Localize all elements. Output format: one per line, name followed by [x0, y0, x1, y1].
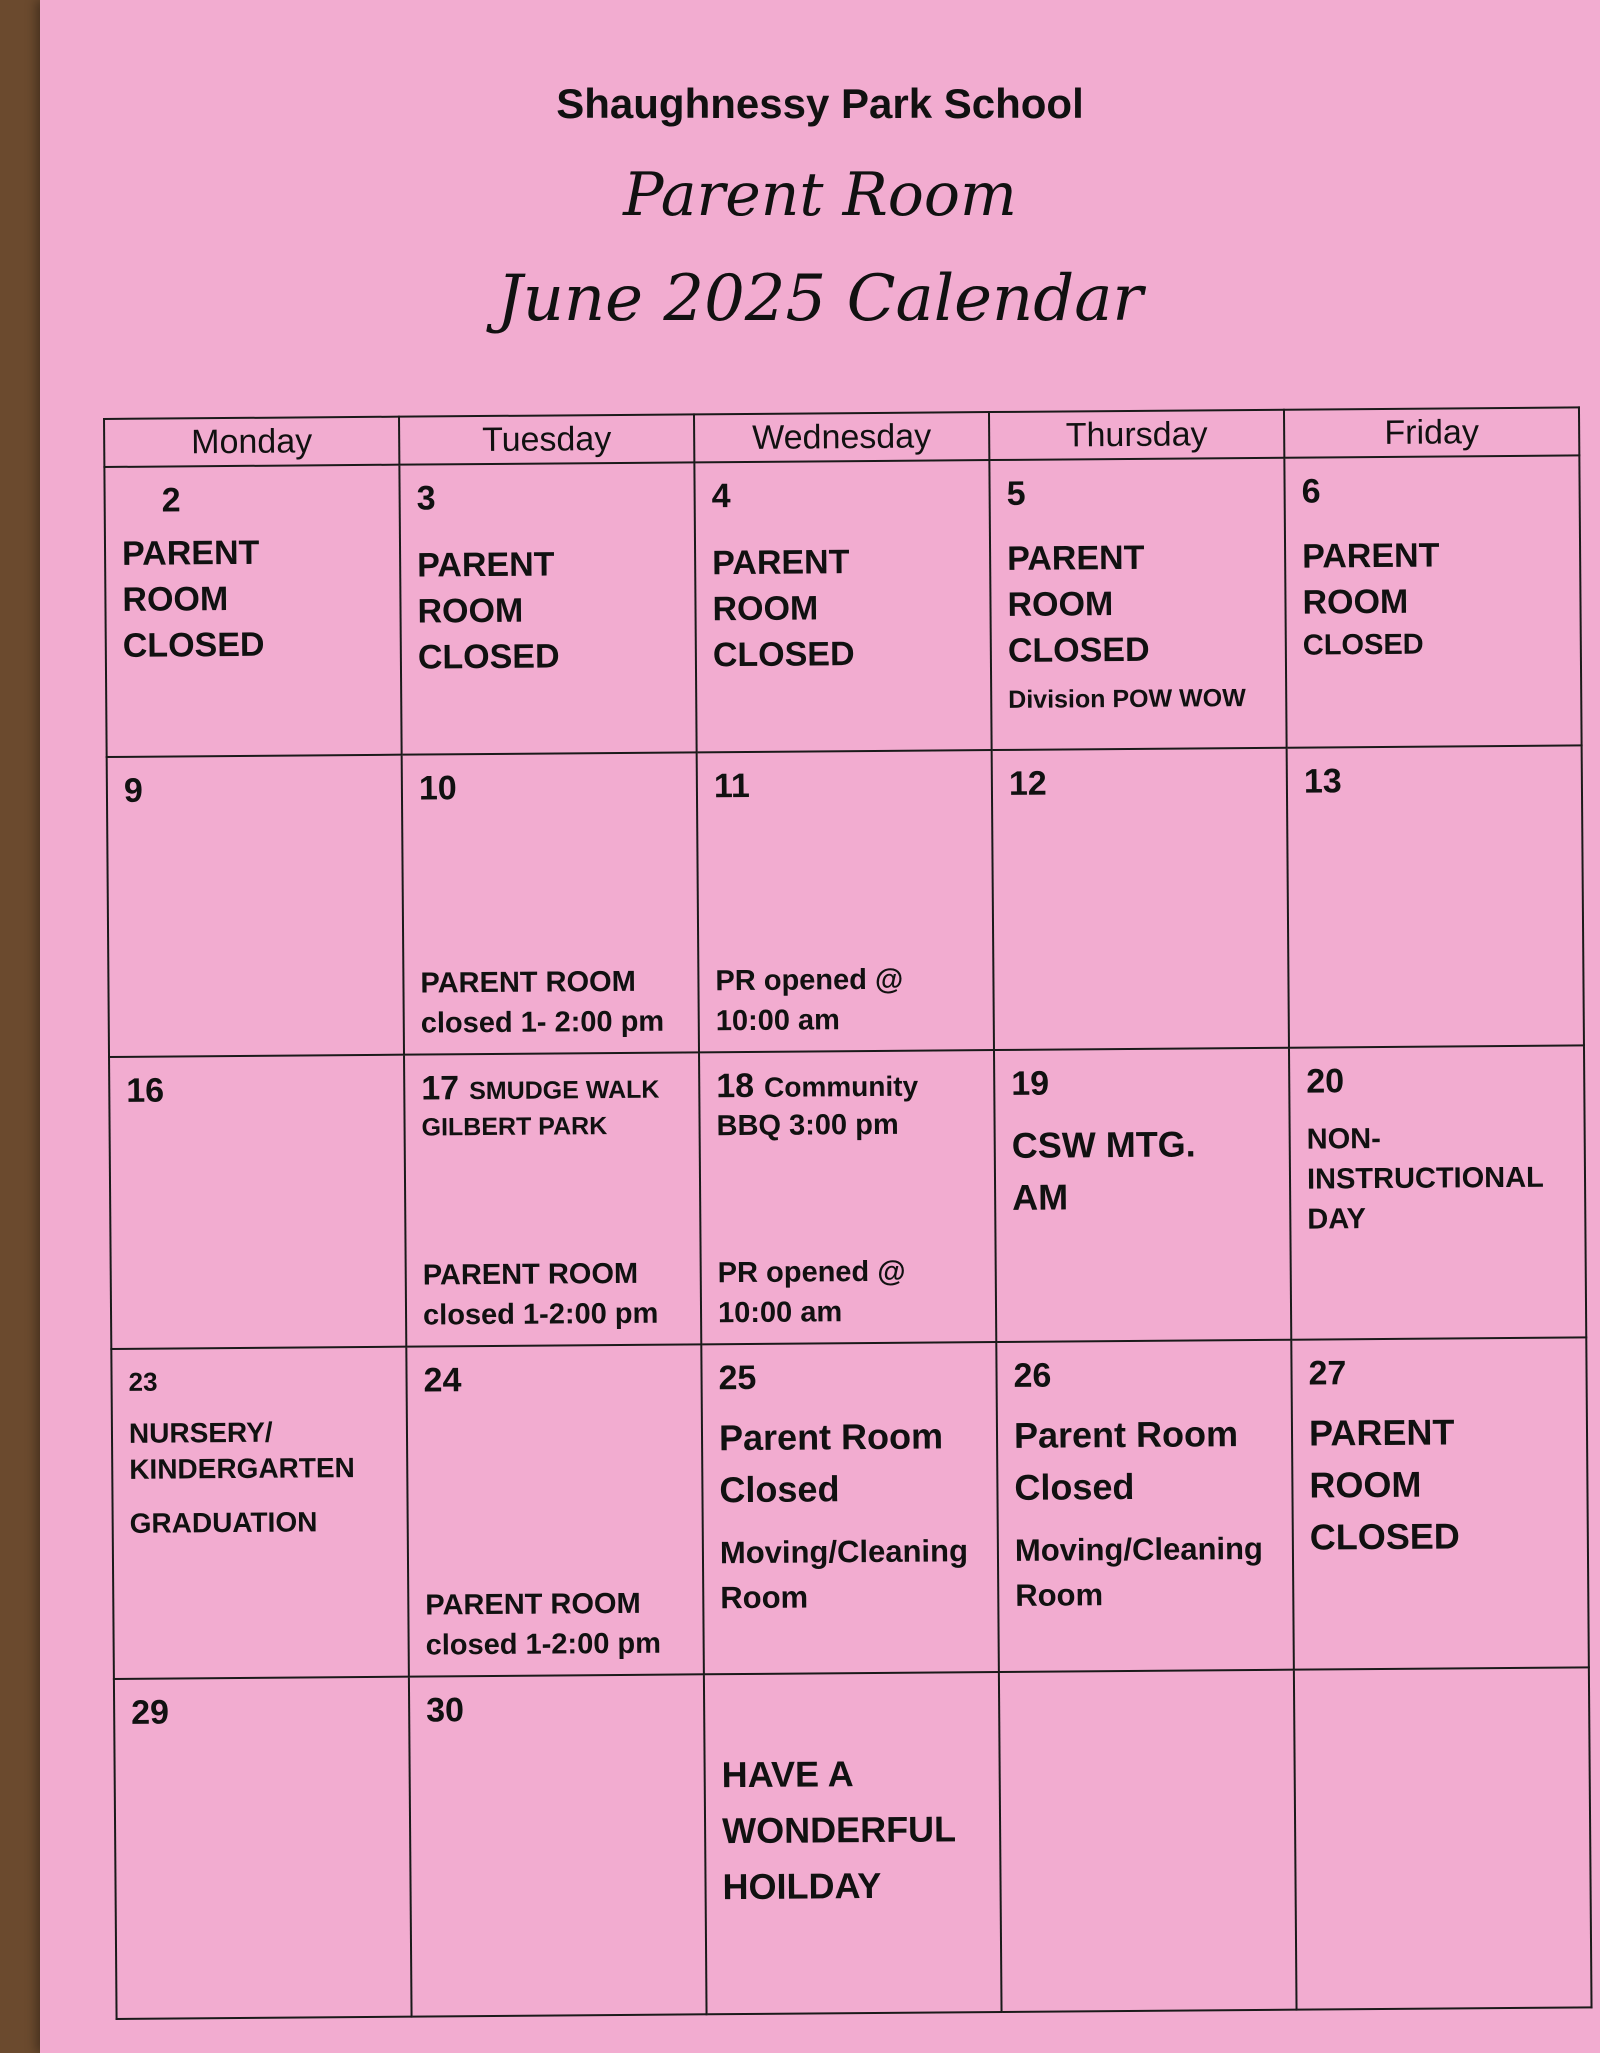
day-cell-10: [402, 752, 699, 1054]
event-line: Community: [763, 1070, 919, 1103]
event-line: Room: [720, 1579, 809, 1616]
day-cell-6: [1284, 455, 1581, 747]
day-number: 24: [423, 1361, 462, 1400]
event-line: CLOSED: [417, 637, 560, 677]
event-line: CLOSED: [1007, 630, 1150, 670]
event-line: closed 1-2:00 pm: [425, 1627, 662, 1662]
day-cell-17: [404, 1052, 701, 1346]
event-line: SMUDGE WALK: [469, 1075, 660, 1106]
day-cell-25: [701, 1342, 999, 1674]
day-number: 26: [1013, 1356, 1052, 1395]
event-line: CLOSED: [122, 625, 265, 665]
event-line: ROOM: [1309, 1463, 1422, 1506]
event-line: Parent Room: [718, 1415, 944, 1459]
day-cell-13: [1287, 745, 1584, 1047]
calendar-grid: [103, 406, 1593, 2020]
day-number: 23: [128, 1366, 158, 1397]
day-cell-19: [994, 1048, 1291, 1342]
event-line: CLOSED: [1309, 1515, 1460, 1558]
day-number: 6: [1301, 472, 1321, 511]
day-cell-4: [694, 460, 991, 752]
event-line: Moving/Cleaning: [1014, 1530, 1264, 1568]
school-name: Shaughnessy Park School: [556, 80, 1084, 127]
event-line: NURSERY/: [128, 1416, 273, 1449]
event-line: CLOSED: [1302, 628, 1424, 662]
day-cell-23: [111, 1347, 409, 1679]
event-line: CSW MTG.: [1011, 1123, 1196, 1166]
day-number: 3: [416, 479, 436, 518]
event-line: ROOM: [417, 591, 524, 631]
day-number: 19: [1011, 1064, 1050, 1103]
holiday-cell: [704, 1672, 1002, 2014]
event-note: Division POW WOW: [1008, 684, 1246, 714]
day-number: 17: [421, 1069, 460, 1108]
event-line: closed 1- 2:00 pm: [420, 1005, 665, 1040]
week-row-3: [109, 1045, 1586, 1349]
event-line: ROOM: [712, 589, 819, 629]
event-line: CLOSED: [712, 635, 855, 675]
day-number: 13: [1303, 762, 1342, 801]
day-cell-5: [989, 458, 1286, 750]
event-line: NON-: [1306, 1122, 1381, 1156]
day-number: 11: [713, 766, 751, 806]
event-line: BBQ 3:00 pm: [716, 1108, 899, 1143]
event-line: closed 1-2:00 pm: [422, 1297, 659, 1332]
day-cell-29: [114, 1677, 412, 2019]
event-line: 10:00 am: [717, 1296, 843, 1330]
event-line: Moving/Cleaning: [719, 1533, 969, 1571]
event-line: Room: [1015, 1577, 1104, 1613]
day-number: 9: [123, 771, 143, 810]
empty-cell: [999, 1670, 1297, 2012]
day-cell-16: [109, 1055, 406, 1349]
event-line: Closed: [719, 1468, 840, 1511]
weekday-monday: Monday: [104, 417, 399, 467]
day-number: 29: [131, 1693, 170, 1732]
day-cell-18: [699, 1050, 996, 1344]
day-cell-26: [996, 1340, 1294, 1672]
day-number: 27: [1308, 1354, 1347, 1393]
event-line: PARENT ROOM: [422, 1257, 639, 1292]
day-cell-9: [107, 755, 404, 1057]
day-number: 12: [1008, 764, 1047, 803]
day-cell-3: [399, 462, 696, 754]
event-line: PARENT: [1308, 1411, 1455, 1454]
day-number: 30: [426, 1691, 465, 1730]
event-line: GILBERT PARK: [421, 1112, 608, 1142]
holiday-line: HAVE A: [721, 1753, 854, 1796]
weekday-tuesday: Tuesday: [399, 414, 694, 464]
event-line: ROOM: [122, 580, 229, 619]
event-line: PARENT ROOM: [425, 1587, 641, 1622]
event-line: INSTRUCTIONAL: [1306, 1161, 1544, 1196]
day-number: 10: [418, 769, 457, 808]
week-row-1: [104, 455, 1581, 757]
event-line: PR opened @: [715, 963, 904, 998]
week-row-2: [107, 745, 1584, 1057]
weekday-friday: Friday: [1284, 407, 1579, 457]
day-cell-11: [697, 750, 994, 1052]
day-cell-2: [104, 465, 401, 757]
day-number: 5: [1006, 474, 1026, 513]
event-line: PARENT: [1301, 536, 1440, 576]
event-line: DAY: [1307, 1203, 1367, 1236]
event-line: PR opened @: [717, 1255, 906, 1290]
day-cell-24: [406, 1344, 704, 1676]
calendar-sheet: [40, 0, 1600, 2053]
day-number: 4: [711, 477, 731, 516]
event-line: PARENT: [121, 533, 260, 573]
event-line: 10:00 am: [715, 1004, 841, 1038]
event-line: KINDERGARTEN: [129, 1452, 355, 1485]
day-number: 20: [1306, 1062, 1345, 1101]
empty-cell: [1294, 1667, 1592, 2009]
day-cell-20: [1289, 1045, 1586, 1339]
event-line: PARENT ROOM: [420, 965, 636, 1000]
weekday-thursday: Thursday: [989, 410, 1284, 460]
week-row-5: [114, 1667, 1592, 2019]
day-number: 2: [161, 481, 181, 520]
holiday-line: HOILDAY: [722, 1864, 882, 1908]
event-line: PARENT: [1006, 538, 1145, 578]
day-number: 25: [718, 1358, 757, 1398]
day-cell-27: [1291, 1337, 1589, 1669]
event-line: AM: [1011, 1176, 1069, 1218]
event-line: Closed: [1014, 1465, 1135, 1508]
event-line: Parent Room: [1013, 1413, 1239, 1456]
calendar-title: June 2025 Calendar: [497, 262, 1143, 336]
weekday-wednesday: Wednesday: [694, 412, 989, 462]
day-number: 16: [126, 1071, 165, 1110]
day-cell-12: [992, 748, 1289, 1050]
event-line: PARENT: [417, 545, 555, 585]
day-cell-30: [409, 1674, 707, 2016]
week-row-4: [111, 1337, 1589, 1679]
event-line: PARENT: [712, 543, 850, 583]
day-number: 18: [716, 1066, 755, 1106]
holiday-line: WONDERFUL: [721, 1808, 957, 1852]
event-line: GRADUATION: [129, 1506, 318, 1539]
event-line: ROOM: [1302, 582, 1409, 622]
event-line: ROOM: [1007, 585, 1114, 624]
room-title: Parent Room: [623, 160, 1017, 230]
